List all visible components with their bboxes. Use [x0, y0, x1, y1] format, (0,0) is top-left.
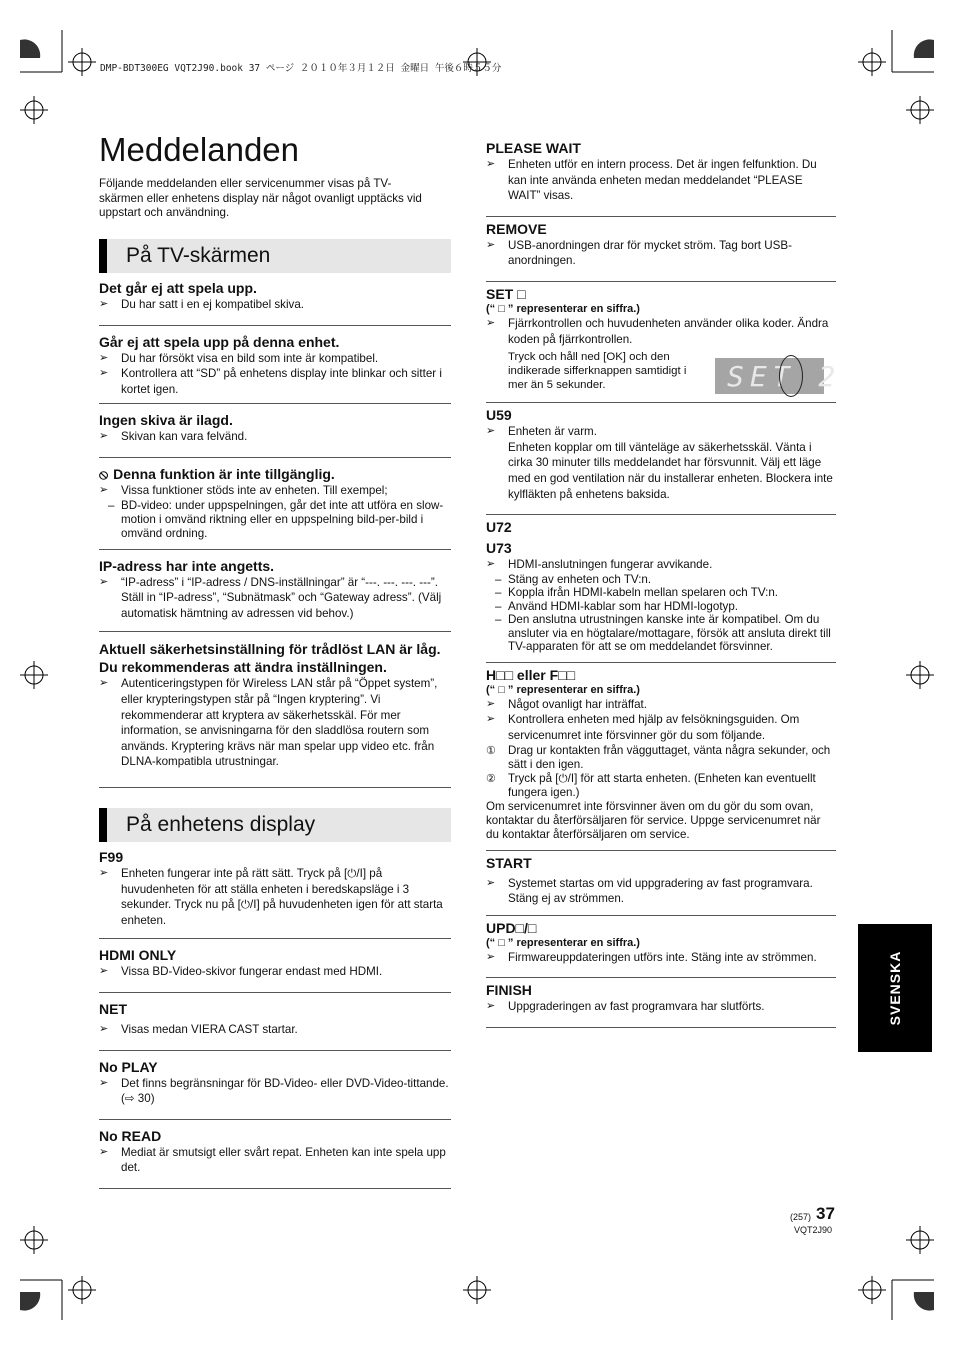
bullet: ➢ Vissa funktioner stöds inte av enheten. Till exempel;	[99, 483, 388, 497]
message-heading: REMOVE	[486, 220, 547, 237]
bullet: ➢ “IP-adress” i “IP-adress / DNS-inställningar” är “---. ---. ---. ---”. Ställ in “IP-adress”, “Subnätmask” och “Gateway adress”. (Välj automatisk hämtning av adressen vid behov.)	[99, 575, 442, 620]
bullet: ➢ Enheten fungerar inte på rätt sätt. Tryck på [⏻/I] på huvudenheten för att ställa enheten i beredskapsläge i 3 sekunder. Tryck nu på [⏻/I] på huvudenheten igen för att starta enheten.	[99, 867, 443, 927]
message-heading: No READ	[99, 1127, 162, 1144]
divider	[486, 216, 836, 217]
arrow-icon: ➢	[99, 1145, 109, 1158]
message-heading: U59	[486, 407, 512, 424]
bullet: ➢ Mediat är smutsigt eller svårt repat. Enheten kan inte spela upp det.	[99, 1145, 446, 1175]
section-heading-tv	[99, 239, 451, 273]
bullet: ➢ Kontrollera att “SD” på enhetens display inte blinkar och sitter i kortet igen.	[99, 367, 442, 396]
arrow-icon: ➢	[99, 965, 109, 978]
arrow-icon: ➢	[99, 367, 109, 380]
dash-item: – BD-video: under uppspelningen, går det inte att utföra en slow-motion i omvänd riktning eller en uppspelning bild-per-bild i omvänd ordning.	[108, 498, 444, 540]
message-heading: IP-adress har inte angetts.	[99, 557, 275, 574]
prohibited-icon: ⦸	[99, 465, 109, 482]
arrow-icon: ➢	[486, 950, 496, 963]
divider	[99, 403, 451, 404]
message-heading: FINISH	[486, 982, 532, 999]
message-heading: SET □	[486, 285, 526, 302]
section-marker	[99, 808, 107, 842]
message-heading: HDMI ONLY	[99, 947, 177, 964]
arrow-icon: ➢	[99, 430, 109, 443]
message-heading: Aktuell säkerhetsinställning för trådlöst LAN är låg. Du rekommenderas att ändra inställningen.	[99, 641, 441, 676]
divider	[99, 1119, 451, 1120]
message-heading: UPD□/□	[486, 919, 537, 936]
page-title: Meddelanden	[99, 131, 299, 168]
arrow-icon: ➢	[486, 316, 496, 329]
service-note: Om servicenumret inte försvinner även om du gör du som ovan, kontaktar du återförsäljaren för service. Uppge servicenumret när du kontaktar återförsäljaren om service.	[486, 799, 821, 841]
highlight-circle	[779, 355, 803, 397]
arrow-icon: ➢	[99, 298, 109, 310]
bullet: ➢ Vissa BD-Video-skivor fungerar endast med HDMI.	[99, 965, 383, 979]
arrow-icon: ➢	[486, 876, 496, 889]
dash-item: – Använd HDMI-kablar som har HDMI-logotyp.	[495, 599, 739, 613]
circled-two-icon: ②	[486, 772, 496, 785]
intro-text: Följande meddelanden eller servicenummer visas på TV-skärmen eller enhetens display när något ovanligt upptäcks vid uppstart och användning.	[99, 177, 422, 219]
section-marker	[99, 239, 107, 273]
arrow-icon: ➢	[486, 1000, 496, 1013]
bullet: ➢ Firmwareuppdateringen utförs inte. Stäng inte av strömmen.	[486, 950, 817, 964]
display-messages-right	[486, 140, 836, 1028]
message-heading: PLEASE WAIT	[486, 140, 581, 156]
dash-item: – Den anslutna utrustningen kanske inte är kompatibel. Om du ansluter via en högtalare/mottagare, försök att ansluta direkt till TV-apparaten för att se om meddelandet försvinner.	[495, 613, 831, 654]
bullet: ➢ Det finns begränsningar för BD-Video- eller DVD-Video-tittande. (⇨ 30)	[99, 1076, 449, 1106]
arrow-icon: ➢	[99, 1022, 109, 1035]
message-heading: NET	[99, 1000, 127, 1017]
divider	[486, 281, 836, 282]
note: (“ □ ” representerar en siffra.)	[486, 683, 640, 696]
step-1: ① Drag ur kontakten från vägguttaget, vänta några sekunder, och sätt i den igen.	[486, 743, 831, 771]
note: (“ □ ” representerar en siffra.)	[486, 936, 640, 949]
print-header: DMP-BDT300EG VQT2J90.book 37 ページ ２０１０年３月１２日 金曜日 午後６時５５分	[100, 63, 502, 74]
circled-one-icon: ①	[486, 744, 496, 757]
arrow-icon: ➢	[486, 713, 496, 726]
bullet: ➢ Autenticeringstypen för Wireless LAN står på “Öppet system”, eller krypteringstypen står på “Ingen kryptering”. Vi rekommenderar att kryptera av säkerhetsskäl. För mer information, se anvisningarna för den sladdlösa routern som används. Kryptering krävs när man spelar upp video etc. från DLNA-kompatibla utrustningar.	[99, 677, 438, 769]
bullet: ➢ Enheten utför en intern process. Det är ingen felfunktion. Du kan inte använda enheten medan meddelandet “PLEASE WAIT” visas.	[486, 158, 817, 203]
arrow-icon: ➢	[99, 575, 109, 588]
step-2: ② Tryck på [⏻/I] för att starta enheten. (Enheten kan eventuellt fungera igen.)	[486, 771, 816, 799]
divider	[99, 1050, 451, 1051]
divider	[99, 325, 451, 326]
message-heading: Det går ej att spela upp.	[99, 280, 257, 296]
arrow-icon: ➢	[99, 867, 109, 879]
divider	[486, 662, 836, 663]
language-label: SVENSKA	[887, 950, 903, 1026]
divider	[99, 631, 451, 632]
arrow-icon: ➢	[486, 238, 496, 251]
arrow-icon: ➢	[486, 158, 496, 170]
u59-detail: Enheten kopplar om till vänteläge av säkerhetsskäl. Vänta i cirka 30 minuter tills meddelandet har försvunnit. Välj ett läge med en god ventilation när du installerar enheten. Blockera inte kylfläkten på enhetens baksida.	[508, 440, 833, 501]
divider	[99, 992, 451, 993]
arrow-icon: ➢	[99, 1076, 109, 1089]
arrow-icon: ➢	[99, 483, 109, 496]
display-readout: SET 2	[727, 360, 842, 393]
set-instruction: Tryck och håll ned [OK] och den indikerade sifferknappen samtidigt i mer än 5 sekunder.	[508, 351, 687, 392]
bullet: ➢ Du har försökt visa en bild som inte är kompatibel.	[99, 351, 379, 365]
bullet: ➢ Visas medan VIERA CAST startar.	[99, 1022, 298, 1036]
divider	[486, 915, 836, 916]
bullet: ➢ USB-anordningen drar för mycket ström. Tag bort USB-anordningen.	[486, 238, 792, 268]
message-heading: Går ej att spela upp på denna enhet.	[99, 333, 340, 350]
divider	[486, 514, 836, 515]
divider	[99, 549, 451, 550]
page-number: 37	[816, 1204, 835, 1223]
divider	[99, 1188, 451, 1189]
bullet: ➢ Enheten är varm.	[486, 425, 597, 439]
display-messages-left	[99, 849, 451, 1189]
arrow-icon: ➢	[486, 425, 496, 438]
bullet: ➢ Fjärrkontrollen och huvudenheten använder olika koder. Ändra koden på fjärrkontrollen.	[486, 316, 829, 346]
divider	[486, 1027, 836, 1028]
page-number-small: (257)	[790, 1212, 812, 1222]
tv-messages	[99, 280, 451, 770]
note: (“ □ ” representerar en siffra.)	[486, 302, 640, 315]
bullet: ➢ Uppgraderingen av fast programvara har slutförts.	[486, 1000, 765, 1014]
bullet: ➢ Något ovanligt har inträffat.	[486, 697, 647, 711]
divider	[99, 457, 451, 458]
divider	[486, 977, 836, 978]
divider	[99, 938, 451, 939]
section-title: På TV-skärmen	[126, 244, 271, 267]
message-heading: U73	[486, 540, 512, 557]
message-heading: ⦸ Denna funktion är inte tillgänglig.	[99, 465, 335, 482]
dash-item: – Koppla ifrån HDMI-kabeln mellan spelaren och TV:n.	[495, 586, 779, 600]
dash-item: – Stäng av enheten och TV:n.	[495, 572, 652, 586]
bullet: ➢ Systemet startas om vid uppgradering av fast programvara. Stäng ej av strömmen.	[486, 876, 813, 906]
divider	[486, 402, 836, 403]
bullet: ➢ Skivan kan vara felvänd.	[99, 430, 248, 444]
message-heading: No PLAY	[99, 1058, 158, 1075]
bullet: ➢ HDMI-anslutningen fungerar avvikande.	[486, 558, 713, 572]
divider	[486, 850, 836, 851]
divider	[99, 787, 451, 788]
message-heading: Ingen skiva är ilagd.	[99, 412, 233, 429]
message-heading: START	[486, 854, 532, 871]
document-code: VQT2J90	[794, 1225, 833, 1235]
section-title: På enhetens display	[126, 813, 316, 836]
arrow-icon: ➢	[99, 677, 109, 690]
arrow-icon: ➢	[486, 697, 496, 710]
arrow-icon: ➢	[486, 558, 496, 571]
bullet: ➢ Kontrollera enheten med hjälp av felsökningsguiden. Om servicenumret inte försvinner gör du som följande.	[486, 713, 800, 742]
set-display-image	[715, 358, 842, 394]
section-heading-display	[99, 808, 451, 842]
bullet: ➢ Du har satt i en ej kompatibel skiva.	[99, 298, 305, 311]
language-tab	[858, 924, 932, 1052]
message-heading: F99	[99, 849, 124, 865]
message-heading: H□□ eller F□□	[486, 666, 576, 683]
arrow-icon: ➢	[99, 351, 109, 364]
message-heading: U72	[486, 519, 512, 536]
